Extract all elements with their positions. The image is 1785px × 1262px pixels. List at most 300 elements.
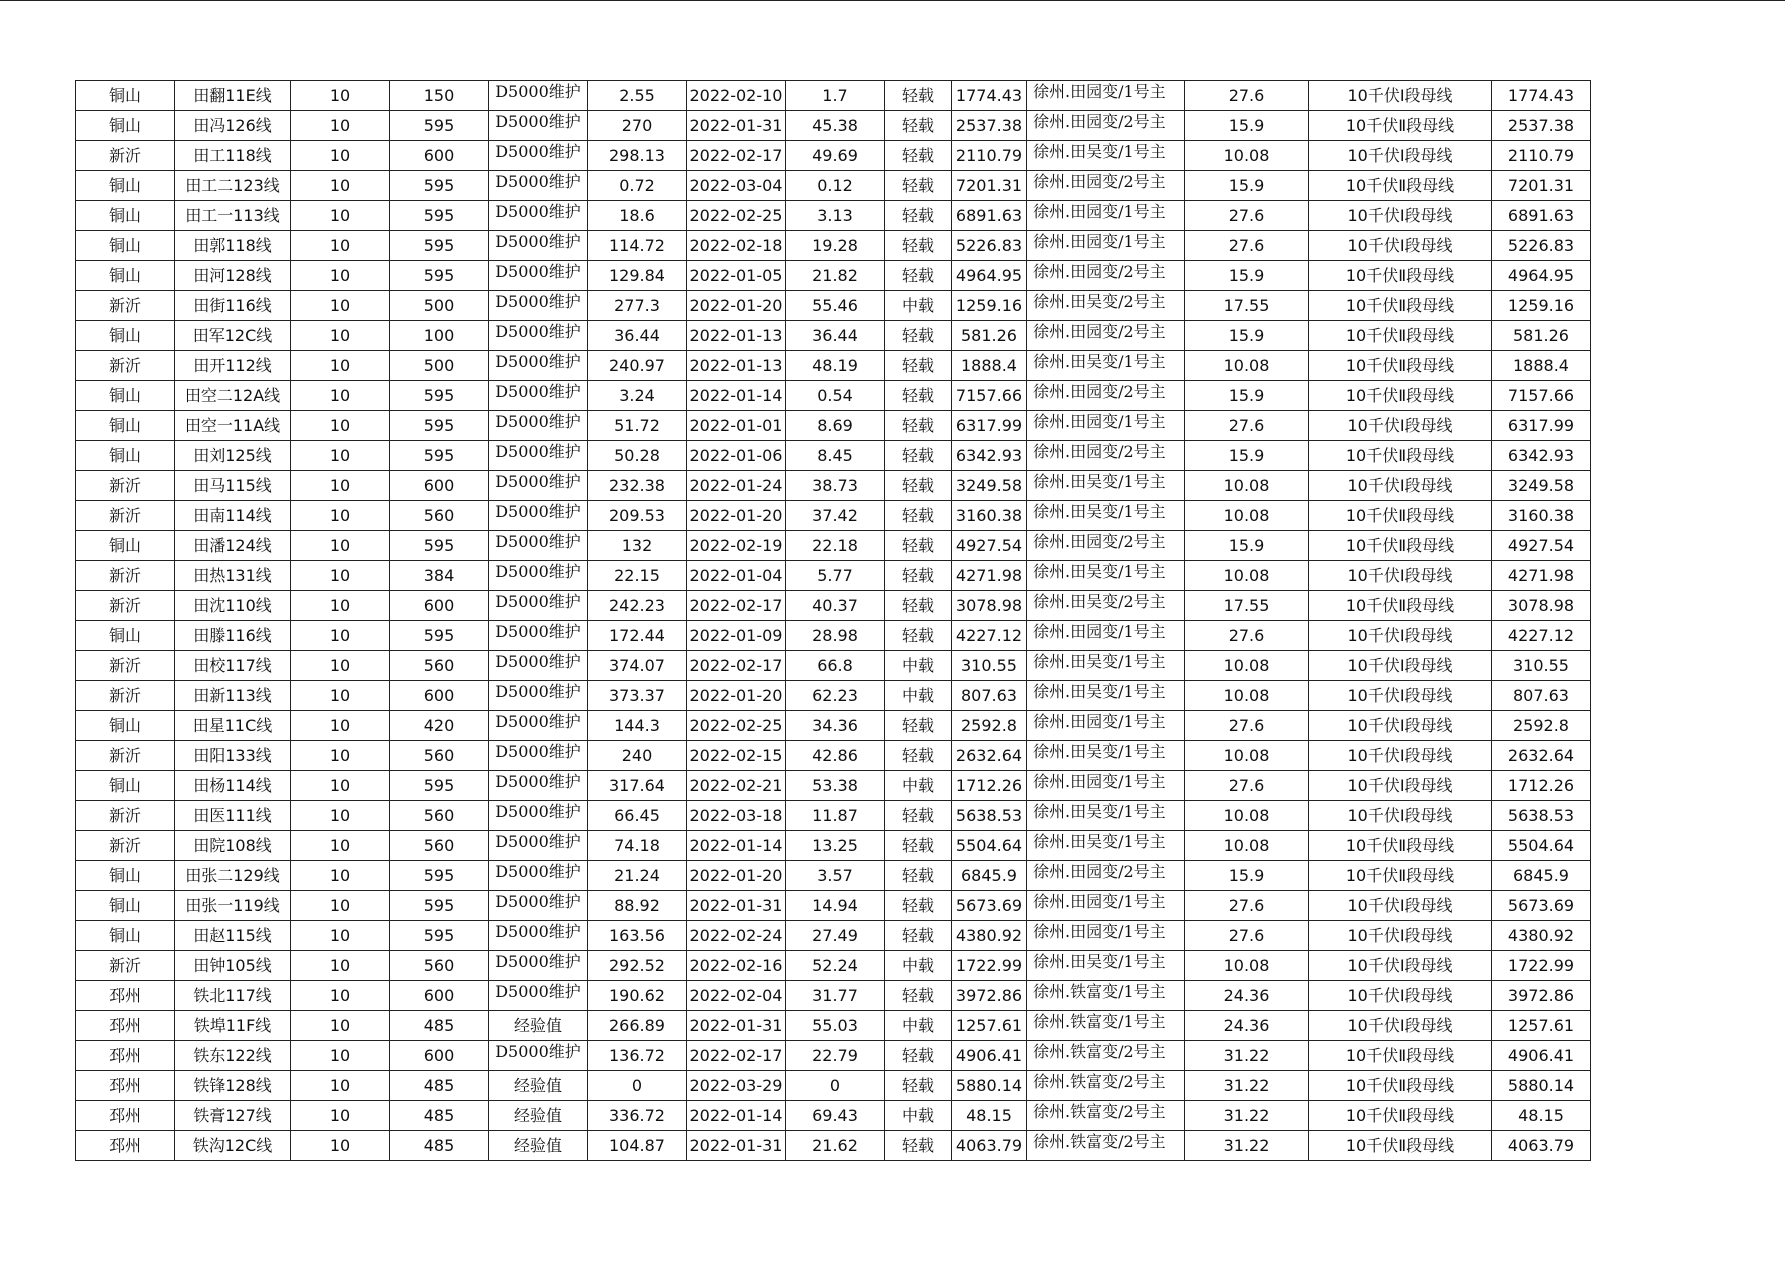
cell-load-rate: 38.73 <box>786 471 885 501</box>
cell-load-rate: 11.87 <box>786 801 885 831</box>
cell-line: 田河128线 <box>175 261 291 291</box>
cell-line: 田阳133线 <box>175 741 291 771</box>
cell-capacity: 485 <box>390 1131 489 1161</box>
cell-load-rate: 53.38 <box>786 771 885 801</box>
cell-voltage-kv: 10 <box>291 531 390 561</box>
cell-load-rate: 62.23 <box>786 681 885 711</box>
cell-area: 新沂 <box>76 831 175 861</box>
cell-substation: 徐州.田吴变/1号主 <box>1027 741 1185 771</box>
cell-method: D5000维护 <box>489 381 588 411</box>
cell-area: 铜山 <box>76 111 175 141</box>
cell-line: 田马115线 <box>175 471 291 501</box>
cell-transformer-rate: 27.6 <box>1185 81 1309 111</box>
cell-method: D5000维护 <box>489 801 588 831</box>
cell-transformer-rate: 10.08 <box>1185 501 1309 531</box>
cell-substation: 徐州.田园变/2号主 <box>1027 171 1185 201</box>
cell-line: 田新113线 <box>175 681 291 711</box>
cell-transformer-rate: 15.9 <box>1185 531 1309 561</box>
cell-busbar: 10千伏Ⅱ段母线 <box>1309 291 1492 321</box>
cell-busbar: 10千伏Ⅱ段母线 <box>1309 861 1492 891</box>
cell-current: 0 <box>588 1071 687 1101</box>
cell-area: 铜山 <box>76 171 175 201</box>
table-row <box>76 141 1591 171</box>
cell-load-level: 轻载 <box>885 81 952 111</box>
cell-load-rate: 22.79 <box>786 1041 885 1071</box>
cell-area: 新沂 <box>76 561 175 591</box>
cell-line: 田杨114线 <box>175 771 291 801</box>
table-row <box>76 561 1591 591</box>
cell-load-rate: 21.82 <box>786 261 885 291</box>
cell-date: 2022-01-09 <box>687 621 786 651</box>
cell-method: D5000维护 <box>489 321 588 351</box>
cell-load-level: 轻载 <box>885 441 952 471</box>
cell-load-level: 轻载 <box>885 531 952 561</box>
table-row <box>76 531 1591 561</box>
cell-capacity: 560 <box>390 651 489 681</box>
table-row <box>76 261 1591 291</box>
cell-voltage-kv: 10 <box>291 651 390 681</box>
cell-remaining2: 4227.12 <box>1492 621 1591 651</box>
cell-transformer-rate: 10.08 <box>1185 801 1309 831</box>
cell-load-level: 轻载 <box>885 741 952 771</box>
cell-substation: 徐州.铁富变/2号主 <box>1027 1071 1185 1101</box>
cell-current: 242.23 <box>588 591 687 621</box>
cell-date: 2022-02-25 <box>687 711 786 741</box>
table-row <box>76 411 1591 441</box>
cell-capacity: 595 <box>390 261 489 291</box>
cell-transformer-rate: 27.6 <box>1185 711 1309 741</box>
cell-date: 2022-02-21 <box>687 771 786 801</box>
cell-capacity: 595 <box>390 111 489 141</box>
cell-line: 田翻11E线 <box>175 81 291 111</box>
cell-remaining: 4271.98 <box>952 561 1027 591</box>
cell-remaining2: 3160.38 <box>1492 501 1591 531</box>
cell-load-level: 中载 <box>885 771 952 801</box>
cell-line: 铁锋128线 <box>175 1071 291 1101</box>
cell-transformer-rate: 27.6 <box>1185 621 1309 651</box>
cell-transformer-rate: 10.08 <box>1185 831 1309 861</box>
cell-area: 铜山 <box>76 81 175 111</box>
cell-voltage-kv: 10 <box>291 351 390 381</box>
cell-current: 374.07 <box>588 651 687 681</box>
cell-capacity: 560 <box>390 951 489 981</box>
cell-remaining2: 3972.86 <box>1492 981 1591 1011</box>
cell-load-level: 轻载 <box>885 381 952 411</box>
cell-capacity: 420 <box>390 711 489 741</box>
cell-line: 田校117线 <box>175 651 291 681</box>
cell-area: 铜山 <box>76 921 175 951</box>
table-row <box>76 711 1591 741</box>
cell-capacity: 600 <box>390 1041 489 1071</box>
cell-load-rate: 31.77 <box>786 981 885 1011</box>
cell-substation: 徐州.田吴变/1号主 <box>1027 681 1185 711</box>
cell-load-rate: 5.77 <box>786 561 885 591</box>
cell-line: 田赵115线 <box>175 921 291 951</box>
cell-area: 铜山 <box>76 321 175 351</box>
cell-remaining2: 5673.69 <box>1492 891 1591 921</box>
cell-load-level: 轻载 <box>885 711 952 741</box>
cell-voltage-kv: 10 <box>291 801 390 831</box>
cell-area: 铜山 <box>76 201 175 231</box>
table-row <box>76 321 1591 351</box>
cell-busbar: 10千伏Ⅱ段母线 <box>1309 111 1492 141</box>
cell-busbar: 10千伏Ⅱ段母线 <box>1309 531 1492 561</box>
cell-date: 2022-01-14 <box>687 831 786 861</box>
cell-remaining: 3972.86 <box>952 981 1027 1011</box>
cell-load-rate: 45.38 <box>786 111 885 141</box>
cell-area: 新沂 <box>76 951 175 981</box>
cell-current: 232.38 <box>588 471 687 501</box>
cell-remaining: 1774.43 <box>952 81 1027 111</box>
cell-area: 铜山 <box>76 231 175 261</box>
cell-method: D5000维护 <box>489 81 588 111</box>
cell-load-rate: 1.7 <box>786 81 885 111</box>
cell-voltage-kv: 10 <box>291 1011 390 1041</box>
cell-voltage-kv: 10 <box>291 711 390 741</box>
cell-load-rate: 42.86 <box>786 741 885 771</box>
cell-voltage-kv: 10 <box>291 561 390 591</box>
cell-current: 51.72 <box>588 411 687 441</box>
cell-area: 新沂 <box>76 471 175 501</box>
cell-capacity: 595 <box>390 441 489 471</box>
cell-load-level: 轻载 <box>885 621 952 651</box>
cell-load-level: 中载 <box>885 681 952 711</box>
table-row <box>76 681 1591 711</box>
cell-voltage-kv: 10 <box>291 891 390 921</box>
cell-voltage-kv: 10 <box>291 621 390 651</box>
cell-current: 336.72 <box>588 1101 687 1131</box>
cell-method: D5000维护 <box>489 891 588 921</box>
cell-load-level: 轻载 <box>885 1131 952 1161</box>
cell-busbar: 10千伏Ⅰ段母线 <box>1309 711 1492 741</box>
cell-busbar: 10千伏Ⅱ段母线 <box>1309 441 1492 471</box>
cell-line: 田潘124线 <box>175 531 291 561</box>
table-row <box>76 1131 1591 1161</box>
cell-remaining: 1888.4 <box>952 351 1027 381</box>
cell-capacity: 595 <box>390 201 489 231</box>
table-body <box>76 81 1591 1161</box>
cell-load-rate: 0.12 <box>786 171 885 201</box>
cell-load-level: 轻载 <box>885 351 952 381</box>
cell-line: 田工118线 <box>175 141 291 171</box>
cell-remaining: 1722.99 <box>952 951 1027 981</box>
cell-line: 田院108线 <box>175 831 291 861</box>
cell-voltage-kv: 10 <box>291 1041 390 1071</box>
table-row <box>76 471 1591 501</box>
cell-substation: 徐州.铁富变/2号主 <box>1027 1131 1185 1161</box>
cell-capacity: 500 <box>390 351 489 381</box>
cell-load-level: 轻载 <box>885 231 952 261</box>
cell-method: D5000维护 <box>489 441 588 471</box>
cell-remaining2: 7157.66 <box>1492 381 1591 411</box>
cell-date: 2022-01-31 <box>687 111 786 141</box>
cell-remaining2: 2537.38 <box>1492 111 1591 141</box>
cell-substation: 徐州.田园变/2号主 <box>1027 111 1185 141</box>
cell-busbar: 10千伏Ⅱ段母线 <box>1309 1071 1492 1101</box>
cell-busbar: 10千伏Ⅰ段母线 <box>1309 771 1492 801</box>
table-row <box>76 831 1591 861</box>
cell-method: 经验值 <box>489 1071 588 1101</box>
cell-load-level: 中载 <box>885 1101 952 1131</box>
cell-remaining: 5673.69 <box>952 891 1027 921</box>
cell-load-rate: 13.25 <box>786 831 885 861</box>
cell-busbar: 10千伏Ⅱ段母线 <box>1309 321 1492 351</box>
cell-current: 0.72 <box>588 171 687 201</box>
cell-remaining: 1257.61 <box>952 1011 1027 1041</box>
table-row <box>76 801 1591 831</box>
cell-method: D5000维护 <box>489 111 588 141</box>
cell-voltage-kv: 10 <box>291 291 390 321</box>
cell-current: 132 <box>588 531 687 561</box>
cell-load-rate: 69.43 <box>786 1101 885 1131</box>
cell-current: 270 <box>588 111 687 141</box>
cell-busbar: 10千伏Ⅰ段母线 <box>1309 471 1492 501</box>
cell-area: 铜山 <box>76 531 175 561</box>
cell-voltage-kv: 10 <box>291 201 390 231</box>
cell-line: 田南114线 <box>175 501 291 531</box>
cell-remaining: 4927.54 <box>952 531 1027 561</box>
cell-substation: 徐州.铁富变/2号主 <box>1027 1041 1185 1071</box>
cell-area: 铜山 <box>76 381 175 411</box>
cell-voltage-kv: 10 <box>291 591 390 621</box>
cell-load-level: 轻载 <box>885 831 952 861</box>
cell-remaining: 3078.98 <box>952 591 1027 621</box>
table-row <box>76 501 1591 531</box>
cell-load-rate: 55.03 <box>786 1011 885 1041</box>
cell-substation: 徐州.田吴变/1号主 <box>1027 501 1185 531</box>
cell-line: 田开112线 <box>175 351 291 381</box>
table-row <box>76 1011 1591 1041</box>
cell-load-rate: 52.24 <box>786 951 885 981</box>
cell-remaining2: 6845.9 <box>1492 861 1591 891</box>
cell-load-rate: 34.36 <box>786 711 885 741</box>
cell-current: 114.72 <box>588 231 687 261</box>
cell-voltage-kv: 10 <box>291 951 390 981</box>
cell-remaining: 5504.64 <box>952 831 1027 861</box>
cell-load-rate: 49.69 <box>786 141 885 171</box>
cell-load-rate: 21.62 <box>786 1131 885 1161</box>
cell-voltage-kv: 10 <box>291 771 390 801</box>
cell-load-level: 轻载 <box>885 261 952 291</box>
cell-busbar: 10千伏Ⅰ段母线 <box>1309 651 1492 681</box>
table-row <box>76 921 1591 951</box>
cell-substation: 徐州.田园变/2号主 <box>1027 261 1185 291</box>
cell-method: D5000维护 <box>489 231 588 261</box>
cell-load-level: 轻载 <box>885 891 952 921</box>
cell-transformer-rate: 10.08 <box>1185 651 1309 681</box>
cell-line: 铁北117线 <box>175 981 291 1011</box>
cell-area: 新沂 <box>76 351 175 381</box>
cell-remaining: 5880.14 <box>952 1071 1027 1101</box>
cell-date: 2022-01-05 <box>687 261 786 291</box>
cell-remaining2: 581.26 <box>1492 321 1591 351</box>
cell-busbar: 10千伏Ⅱ段母线 <box>1309 381 1492 411</box>
cell-substation: 徐州.田园变/1号主 <box>1027 711 1185 741</box>
cell-substation: 徐州.田吴变/1号主 <box>1027 351 1185 381</box>
cell-remaining2: 5880.14 <box>1492 1071 1591 1101</box>
cell-capacity: 600 <box>390 681 489 711</box>
cell-method: D5000维护 <box>489 501 588 531</box>
cell-remaining: 48.15 <box>952 1101 1027 1131</box>
cell-voltage-kv: 10 <box>291 681 390 711</box>
cell-area: 铜山 <box>76 861 175 891</box>
table-row <box>76 621 1591 651</box>
cell-area: 铜山 <box>76 441 175 471</box>
cell-current: 298.13 <box>588 141 687 171</box>
cell-voltage-kv: 10 <box>291 1071 390 1101</box>
cell-busbar: 10千伏Ⅱ段母线 <box>1309 591 1492 621</box>
cell-current: 266.89 <box>588 1011 687 1041</box>
cell-busbar: 10千伏Ⅰ段母线 <box>1309 81 1492 111</box>
cell-transformer-rate: 27.6 <box>1185 231 1309 261</box>
cell-date: 2022-02-18 <box>687 231 786 261</box>
cell-date: 2022-02-24 <box>687 921 786 951</box>
cell-line: 田冯126线 <box>175 111 291 141</box>
cell-line: 田热131线 <box>175 561 291 591</box>
cell-remaining2: 4964.95 <box>1492 261 1591 291</box>
cell-substation: 徐州.田吴变/1号主 <box>1027 141 1185 171</box>
cell-date: 2022-01-31 <box>687 1131 786 1161</box>
cell-remaining: 7157.66 <box>952 381 1027 411</box>
cell-substation: 徐州.田吴变/1号主 <box>1027 561 1185 591</box>
cell-load-rate: 27.49 <box>786 921 885 951</box>
cell-transformer-rate: 10.08 <box>1185 471 1309 501</box>
cell-busbar: 10千伏Ⅰ段母线 <box>1309 801 1492 831</box>
cell-area: 新沂 <box>76 291 175 321</box>
table-row <box>76 351 1591 381</box>
cell-remaining: 3249.58 <box>952 471 1027 501</box>
cell-date: 2022-01-04 <box>687 561 786 591</box>
cell-substation: 徐州.铁富变/1号主 <box>1027 981 1185 1011</box>
cell-substation: 徐州.田吴变/1号主 <box>1027 651 1185 681</box>
cell-method: D5000维护 <box>489 1041 588 1071</box>
cell-date: 2022-01-31 <box>687 891 786 921</box>
cell-load-rate: 22.18 <box>786 531 885 561</box>
cell-busbar: 10千伏Ⅱ段母线 <box>1309 501 1492 531</box>
cell-method: 经验值 <box>489 1131 588 1161</box>
cell-method: D5000维护 <box>489 621 588 651</box>
cell-voltage-kv: 10 <box>291 471 390 501</box>
cell-method: D5000维护 <box>489 201 588 231</box>
cell-remaining: 6891.63 <box>952 201 1027 231</box>
cell-line: 田星11C线 <box>175 711 291 741</box>
table-row <box>76 861 1591 891</box>
cell-area: 邳州 <box>76 1071 175 1101</box>
cell-current: 2.55 <box>588 81 687 111</box>
cell-line: 田张一119线 <box>175 891 291 921</box>
cell-area: 邳州 <box>76 1131 175 1161</box>
cell-voltage-kv: 10 <box>291 501 390 531</box>
cell-substation: 徐州.田园变/1号主 <box>1027 621 1185 651</box>
cell-remaining2: 48.15 <box>1492 1101 1591 1131</box>
cell-load-rate: 66.8 <box>786 651 885 681</box>
cell-remaining2: 5504.64 <box>1492 831 1591 861</box>
cell-capacity: 560 <box>390 501 489 531</box>
cell-area: 邳州 <box>76 1011 175 1041</box>
cell-current: 21.24 <box>588 861 687 891</box>
cell-transformer-rate: 15.9 <box>1185 861 1309 891</box>
cell-date: 2022-02-10 <box>687 81 786 111</box>
table-row <box>76 981 1591 1011</box>
cell-busbar: 10千伏Ⅰ段母线 <box>1309 231 1492 261</box>
cell-busbar: 10千伏Ⅱ段母线 <box>1309 831 1492 861</box>
cell-date: 2022-01-31 <box>687 1011 786 1041</box>
cell-voltage-kv: 10 <box>291 981 390 1011</box>
cell-remaining: 2632.64 <box>952 741 1027 771</box>
table-row <box>76 1041 1591 1071</box>
cell-current: 36.44 <box>588 321 687 351</box>
cell-voltage-kv: 10 <box>291 921 390 951</box>
cell-current: 277.3 <box>588 291 687 321</box>
cell-date: 2022-01-14 <box>687 381 786 411</box>
cell-remaining2: 1888.4 <box>1492 351 1591 381</box>
cell-voltage-kv: 10 <box>291 441 390 471</box>
cell-current: 172.44 <box>588 621 687 651</box>
cell-line: 田工二123线 <box>175 171 291 201</box>
cell-load-level: 轻载 <box>885 501 952 531</box>
cell-substation: 徐州.田园变/2号主 <box>1027 381 1185 411</box>
cell-remaining: 6317.99 <box>952 411 1027 441</box>
cell-remaining2: 6317.99 <box>1492 411 1591 441</box>
cell-transformer-rate: 10.08 <box>1185 141 1309 171</box>
cell-load-rate: 0.54 <box>786 381 885 411</box>
cell-substation: 徐州.田吴变/1号主 <box>1027 471 1185 501</box>
cell-load-level: 轻载 <box>885 1071 952 1101</box>
cell-current: 50.28 <box>588 441 687 471</box>
cell-current: 66.45 <box>588 801 687 831</box>
cell-remaining: 5638.53 <box>952 801 1027 831</box>
cell-capacity: 600 <box>390 141 489 171</box>
cell-load-rate: 8.69 <box>786 411 885 441</box>
cell-substation: 徐州.田园变/1号主 <box>1027 231 1185 261</box>
table-row <box>76 111 1591 141</box>
cell-line: 田街116线 <box>175 291 291 321</box>
cell-busbar: 10千伏Ⅱ段母线 <box>1309 1131 1492 1161</box>
cell-voltage-kv: 10 <box>291 231 390 261</box>
cell-transformer-rate: 15.9 <box>1185 381 1309 411</box>
cell-load-level: 轻载 <box>885 561 952 591</box>
cell-current: 3.24 <box>588 381 687 411</box>
cell-method: D5000维护 <box>489 831 588 861</box>
cell-voltage-kv: 10 <box>291 1101 390 1131</box>
cell-area: 新沂 <box>76 741 175 771</box>
cell-line: 田刘125线 <box>175 441 291 471</box>
cell-area: 铜山 <box>76 711 175 741</box>
cell-method: D5000维护 <box>489 771 588 801</box>
cell-remaining: 3160.38 <box>952 501 1027 531</box>
cell-remaining: 310.55 <box>952 651 1027 681</box>
cell-remaining2: 3078.98 <box>1492 591 1591 621</box>
cell-line: 田滕116线 <box>175 621 291 651</box>
cell-area: 邳州 <box>76 1041 175 1071</box>
cell-load-level: 轻载 <box>885 141 952 171</box>
cell-busbar: 10千伏Ⅰ段母线 <box>1309 201 1492 231</box>
cell-substation: 徐州.田园变/1号主 <box>1027 891 1185 921</box>
cell-busbar: 10千伏Ⅰ段母线 <box>1309 951 1492 981</box>
cell-method: D5000维护 <box>489 981 588 1011</box>
cell-load-rate: 0 <box>786 1071 885 1101</box>
table-row <box>76 891 1591 921</box>
cell-method: D5000维护 <box>489 171 588 201</box>
cell-load-level: 轻载 <box>885 801 952 831</box>
cell-area: 新沂 <box>76 801 175 831</box>
cell-busbar: 10千伏Ⅰ段母线 <box>1309 681 1492 711</box>
cell-remaining: 2537.38 <box>952 111 1027 141</box>
cell-substation: 徐州.田园变/1号主 <box>1027 921 1185 951</box>
cell-current: 209.53 <box>588 501 687 531</box>
data-table <box>75 80 1591 1161</box>
cell-remaining2: 6891.63 <box>1492 201 1591 231</box>
